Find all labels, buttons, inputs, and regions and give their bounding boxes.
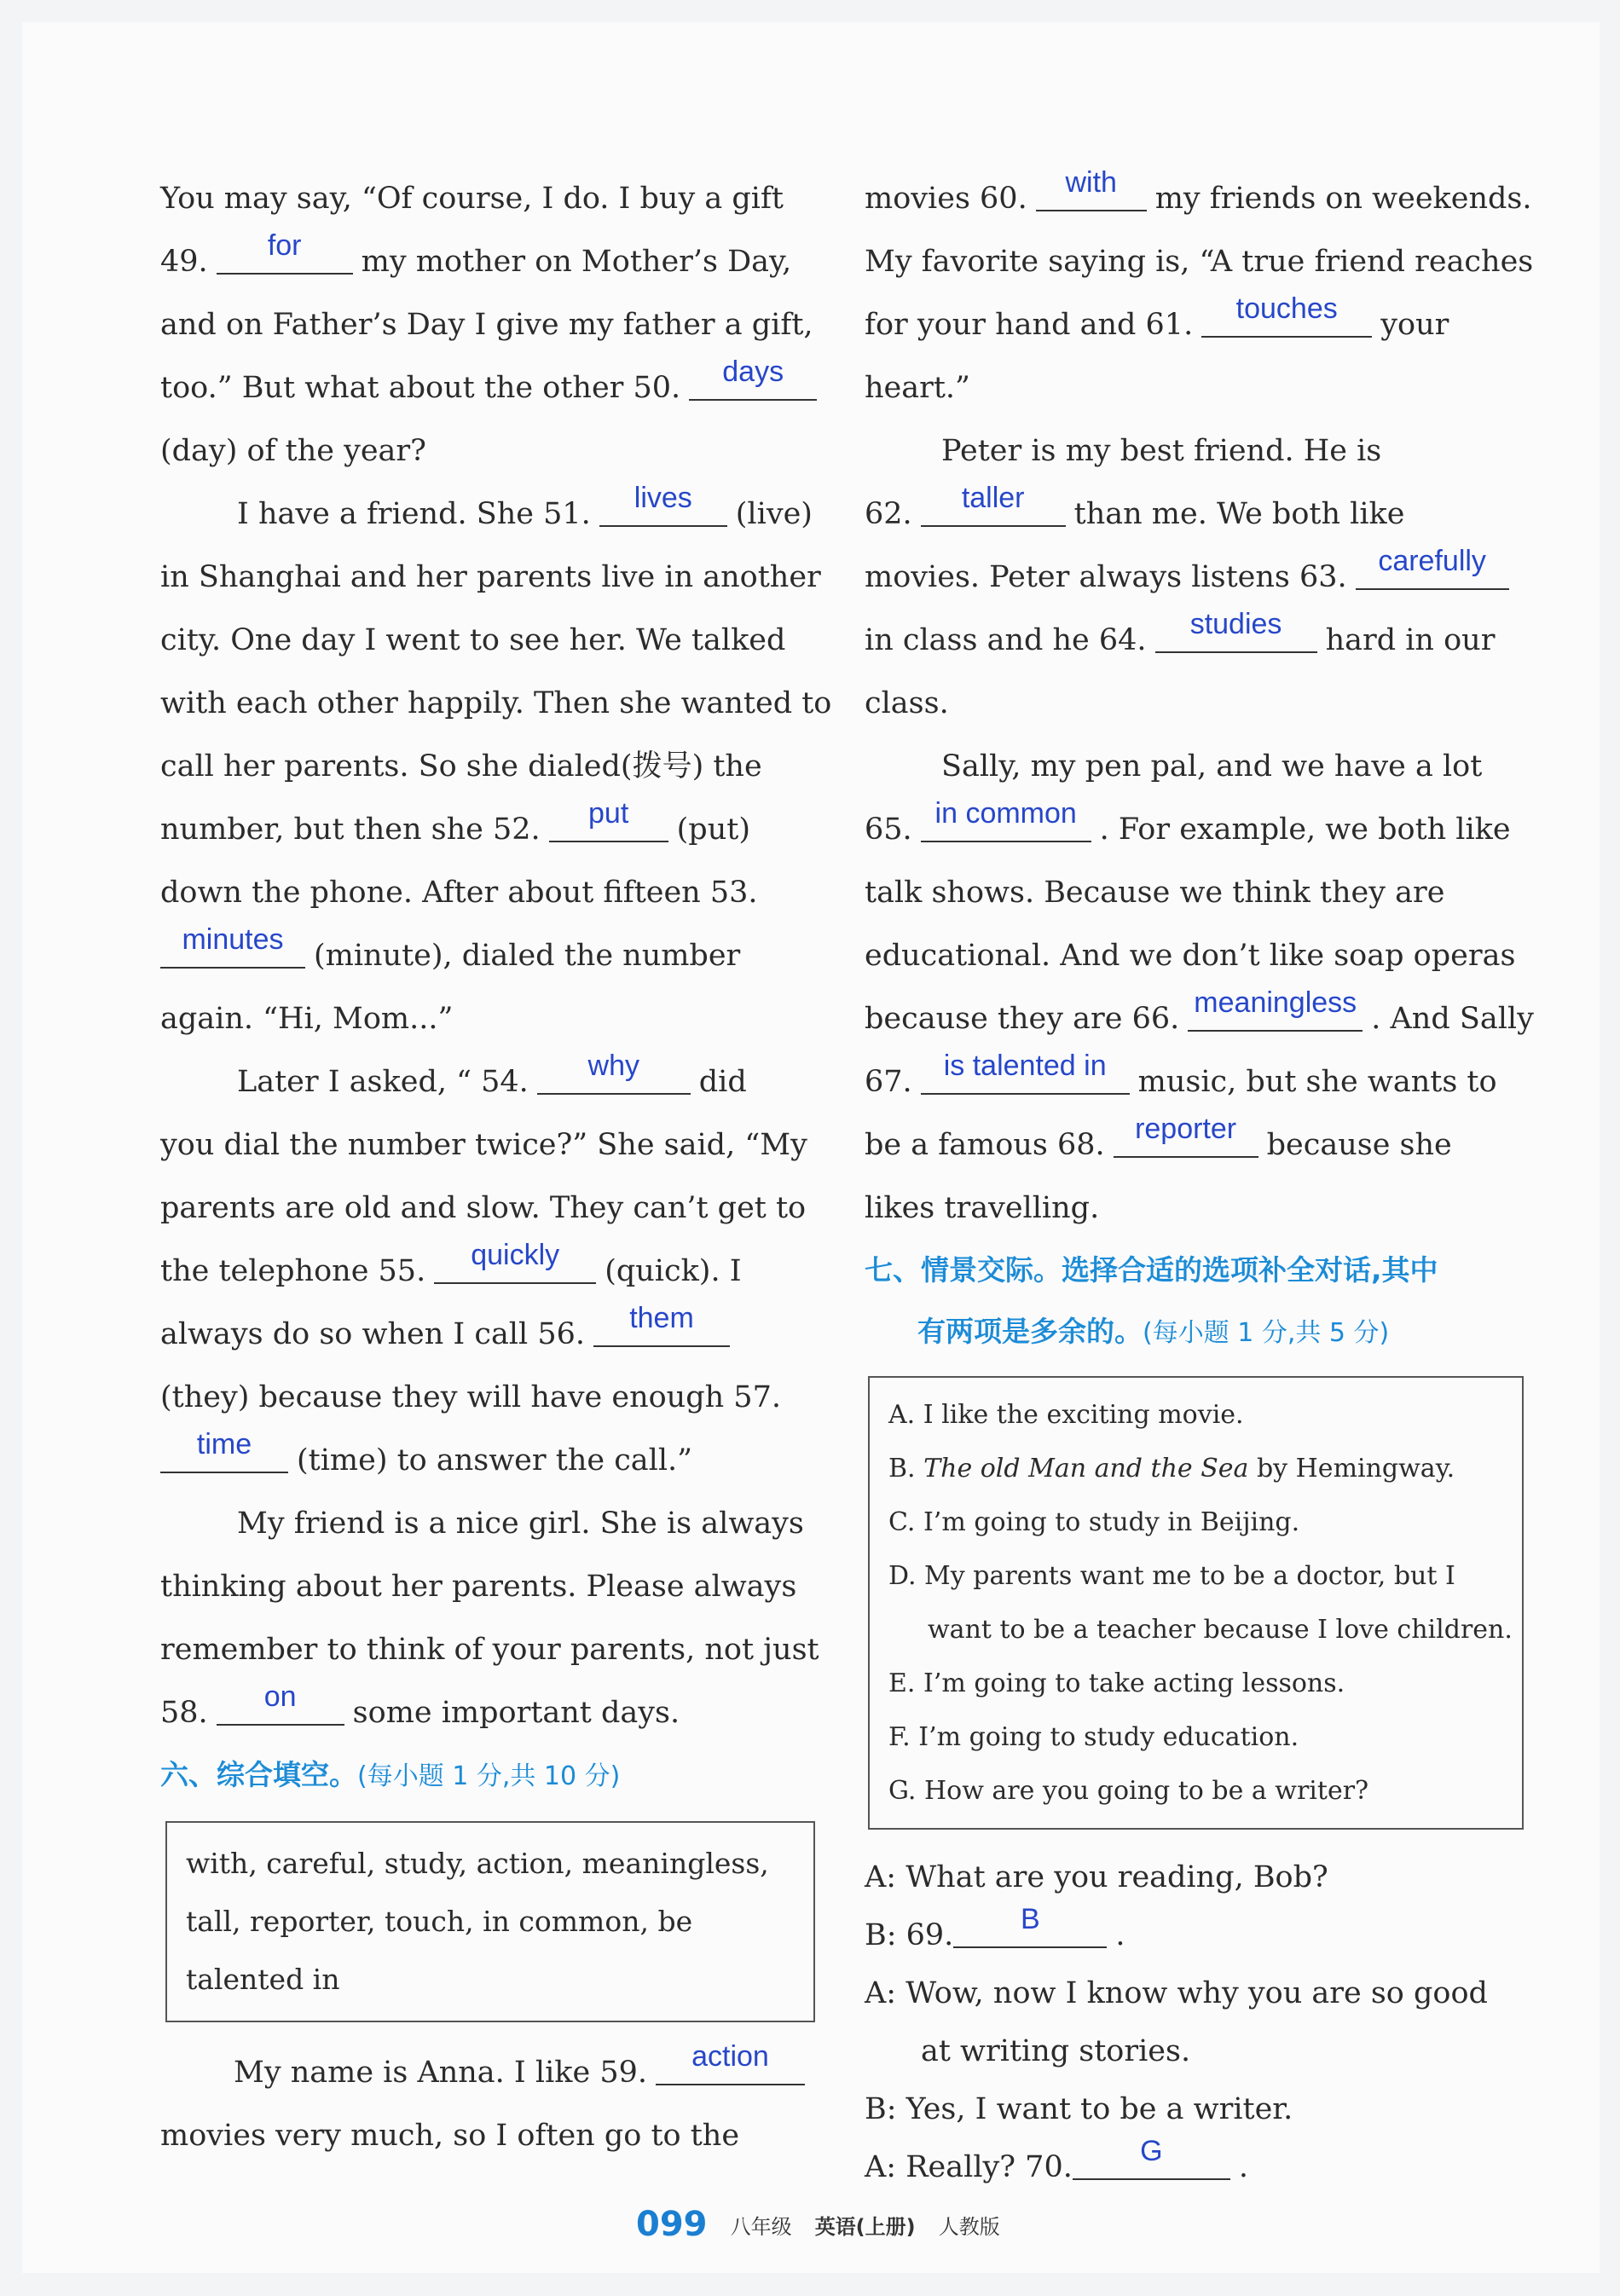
text-line: remember to think of your parents, not just [160, 1633, 819, 1667]
text-line: and on Father’s Day I give my father a gift, [160, 308, 813, 342]
answer-68: reporter [1135, 1113, 1237, 1145]
answer-blank-51[interactable] [599, 482, 727, 527]
option-a: A. I like the exciting movie. [888, 1400, 1244, 1430]
word-bank-line: talented in [186, 1963, 340, 1996]
text-line: the telephone 55. quickly (quick). I [160, 1239, 742, 1288]
options-box [868, 1376, 1524, 1830]
text-line: city. One day I went to see her. We talked [160, 623, 786, 657]
answer-blank-55[interactable] [434, 1239, 596, 1284]
text-line: heart.” [865, 371, 970, 405]
text-line: thinking about her parents. Please always [160, 1570, 797, 1604]
text-line: likes travelling. [865, 1191, 1100, 1225]
dialogue-line: B: Yes, I want to be a writer. [865, 2092, 1293, 2126]
text-line: My name is Anna. I like 59. action [160, 2041, 815, 2104]
text-line: educational. And we don’t like soap operas [865, 939, 1516, 973]
option-f: F. I’m going to study education. [888, 1722, 1299, 1752]
answer-55: quickly [471, 1239, 560, 1271]
text-line: in Shanghai and her parents live in another [160, 560, 821, 594]
answer-62: taller [961, 482, 1025, 514]
text-line: Sally, my pen pal, and we have a lot [941, 749, 1483, 784]
text-line: because they are 66. meaningless . And Sally [865, 986, 1534, 1036]
section-seven-heading-cont: 有两项是多余的。(每小题 1 分,共 5 分) [917, 1315, 1390, 1348]
text-line: My friend is a nice girl. She is always [237, 1507, 804, 1541]
text-line: call her parents. So she dialed(拨号) the [160, 749, 762, 784]
text-line: 65. in common . For example, we both like [865, 797, 1511, 847]
section-six-heading: 六、综合填空。(每小题 1 分,共 10 分) [160, 1758, 621, 1791]
text-line: time (time) to answer the call.” [160, 1429, 815, 1492]
answer-69: B [1020, 1903, 1040, 1935]
answer-blank-67[interactable] [921, 1050, 1130, 1095]
left-column [160, 167, 832, 2167]
word-bank-line: tall, reporter, touch, in common, be [186, 1905, 693, 1938]
text-line: (they) because they will have enough 57. [160, 1380, 781, 1414]
answer-58: on [263, 1680, 297, 1713]
text-line: talk shows. Because we think they are [865, 876, 1445, 910]
option-g: G. How are you going to be a writer? [888, 1776, 1369, 1806]
answer-blank-64[interactable] [1155, 608, 1317, 653]
answer-56: them [629, 1302, 694, 1334]
text-line: for your hand and 61. touches your [865, 292, 1449, 342]
answer-52: put [588, 797, 629, 830]
answer-67: is talented in [943, 1050, 1107, 1082]
answer-blank-56[interactable] [593, 1302, 730, 1347]
section-seven-heading: 七、情景交际。选择合适的选项补全对话,其中 [865, 1253, 1438, 1287]
answer-blank-60[interactable] [1036, 166, 1147, 211]
answer-blank-61[interactable] [1201, 292, 1372, 338]
text-line: again. “Hi, Mom...” [160, 1002, 454, 1036]
text-line: movies very much, so I often go to the [160, 2119, 740, 2153]
text-line: too.” But what about the other 50. days [160, 356, 815, 419]
word-bank-box [165, 1821, 815, 2022]
answer-70: G [1140, 2135, 1163, 2167]
text-line: parents are old and slow. They can’t get to [160, 1191, 807, 1225]
answer-blank-59[interactable] [656, 2040, 805, 2085]
option-b: B. The old Man and the Sea by Hemingway. [888, 1454, 1455, 1483]
grade-label: 八年级 [730, 2214, 792, 2239]
page-footer [636, 2205, 1114, 2244]
answer-blank-54[interactable] [537, 1050, 691, 1095]
text-line: be a famous 68. reporter because she [865, 1113, 1452, 1162]
option-c: C. I’m going to study in Beijing. [888, 1507, 1300, 1537]
text-line: always do so when I call 56. them [160, 1303, 815, 1366]
answer-blank-62[interactable] [921, 482, 1066, 527]
page-number: 099 [636, 2205, 708, 2244]
answer-blank-49[interactable] [217, 229, 353, 275]
answer-63: carefully [1378, 545, 1486, 577]
workbook-page [22, 22, 1600, 2273]
edition-label: 人教版 [938, 2214, 1000, 2239]
answer-51: lives [634, 482, 692, 514]
text-line: class. [865, 686, 949, 720]
text-line: movies 60. with my friends on weekends. [865, 166, 1532, 216]
text-line: 49. for my mother on Mother’s Day, [160, 229, 792, 279]
text-line: in class and he 64. studies hard in our [865, 608, 1496, 657]
answer-blank-63[interactable] [1356, 545, 1509, 590]
text-line: number, but then she 52. put (put) [160, 797, 750, 847]
text-line: 67. is talented in music, but she wants to [865, 1050, 1497, 1099]
option-e: E. I’m going to take acting lessons. [888, 1669, 1345, 1698]
subject-label: 英语(上册) [814, 2214, 916, 2239]
answer-blank-58[interactable] [217, 1680, 344, 1726]
answer-49: for [267, 229, 302, 262]
answer-50: days [722, 356, 784, 388]
dialogue-line: A: Wow, now I know why you are so good [865, 1976, 1488, 2010]
answer-54: why [587, 1050, 640, 1082]
right-column [865, 166, 1534, 2196]
answer-blank-52[interactable] [549, 797, 668, 842]
text-line: movies. Peter always listens 63. carefully [865, 546, 1524, 609]
text-line: 58. on some important days. [160, 1680, 680, 1730]
text-line: minutes (minute), dialed the number [160, 924, 815, 987]
answer-blank-57[interactable] [160, 1428, 288, 1473]
answer-66: meaningless [1194, 986, 1357, 1019]
text-line: 62. taller than me. We both like [865, 482, 1405, 531]
text-line: You may say, “Of course, I do. I buy a gift [160, 182, 784, 216]
answer-blank-66[interactable] [1188, 986, 1363, 1032]
answer-61: touches [1235, 292, 1338, 325]
text-line: with each other happily. Then she wanted to [160, 686, 832, 720]
text-line: down the phone. After about fifteen 53. [160, 876, 758, 910]
answer-blank-68[interactable] [1114, 1113, 1258, 1158]
text-line: you dial the number twice?” She said, “My [160, 1128, 807, 1162]
dialogue-line: A: Really? 70. G . [865, 2135, 1248, 2184]
answer-blank-53[interactable] [160, 923, 305, 969]
answer-65: in common [934, 797, 1077, 830]
text-line: Peter is my best friend. He is [941, 434, 1382, 468]
answer-blank-70[interactable] [1073, 2135, 1230, 2180]
word-bank-line: with, careful, study, action, meaningless, [186, 1847, 769, 1880]
option-d-cont: want to be a teacher because I love children. [928, 1615, 1513, 1645]
text-line: (day) of the year? [160, 434, 426, 468]
answer-53: minutes [182, 923, 284, 956]
answer-64: studies [1189, 608, 1282, 640]
text-line: My favorite saying is, “A true friend reaches [865, 245, 1534, 279]
dialogue-line: A: What are you reading, Bob? [865, 1860, 1328, 1894]
answer-blank-50[interactable] [689, 356, 817, 401]
dialogue-line: at writing stories. [921, 2034, 1191, 2068]
answer-59: action [691, 2040, 769, 2073]
dialogue-line: B: 69. B . [865, 1903, 1125, 1952]
answer-blank-65[interactable] [921, 797, 1091, 842]
text-line: I have a friend. She 51. lives (live) [237, 482, 813, 531]
option-d: D. My parents want me to be a doctor, but I [888, 1561, 1455, 1591]
text-line: Later I asked, “ 54. why did [237, 1050, 747, 1099]
answer-60: with [1065, 166, 1117, 199]
answer-57: time [196, 1428, 252, 1460]
